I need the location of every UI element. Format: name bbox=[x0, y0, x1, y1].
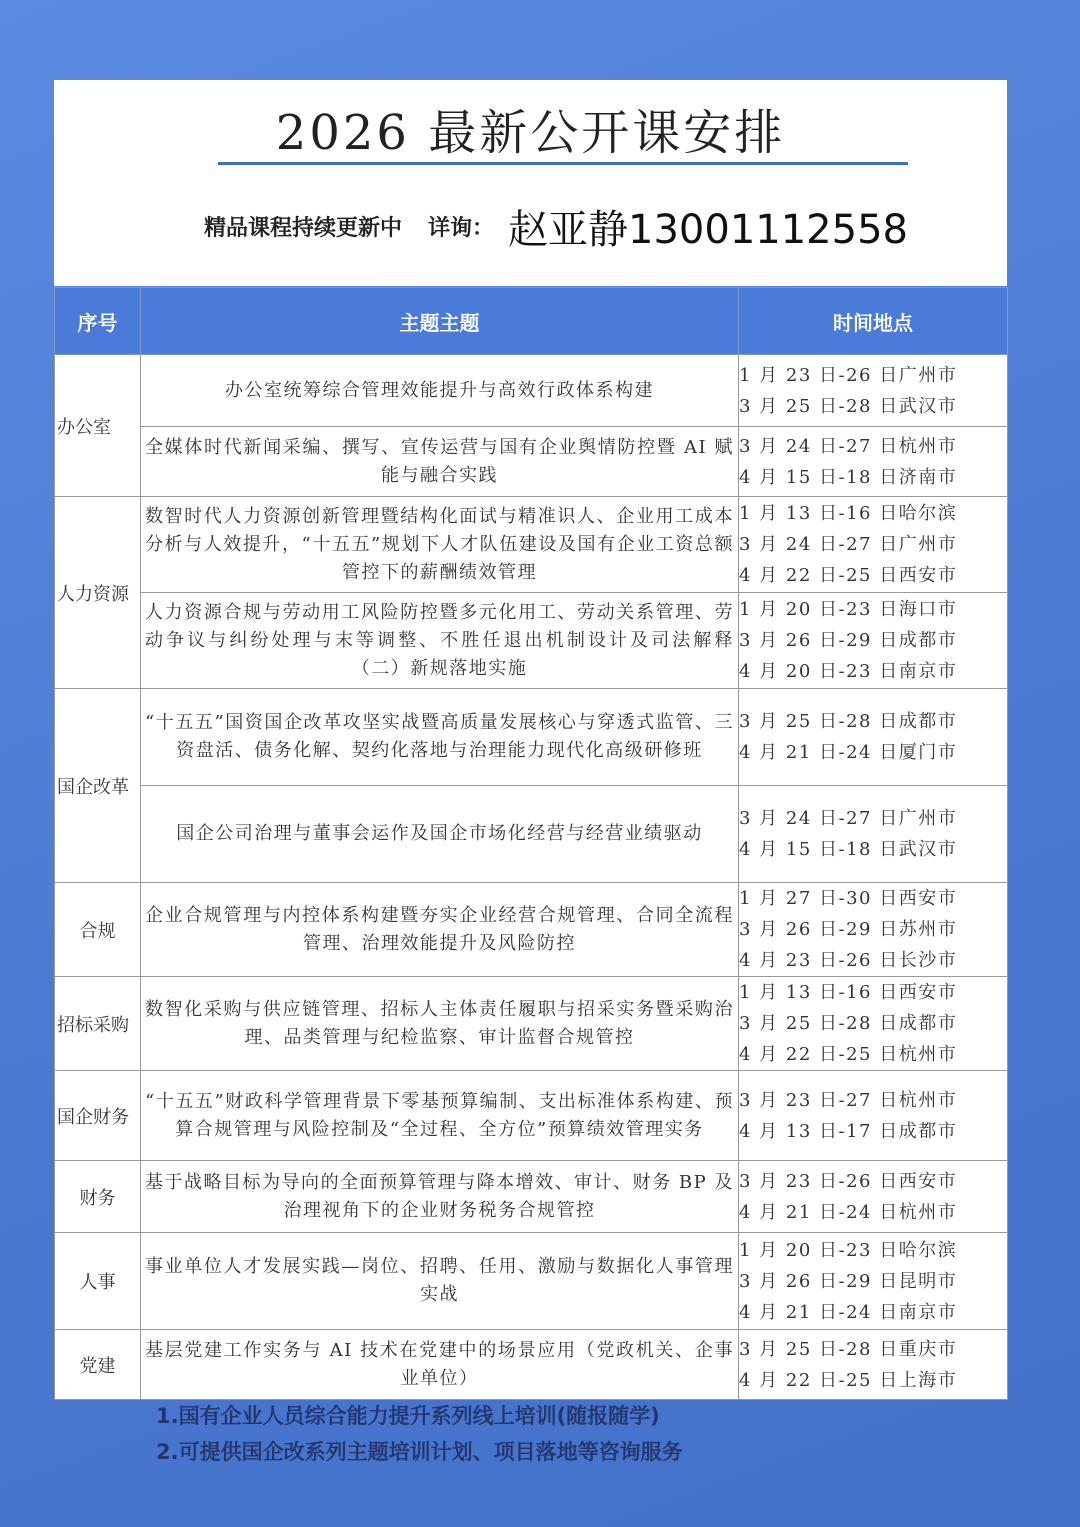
table-row bbox=[55, 1071, 1008, 1161]
dates-cell bbox=[739, 593, 1008, 689]
category-cell: 人事 bbox=[55, 1233, 141, 1330]
course-schedule-table bbox=[54, 287, 1008, 1400]
table-row bbox=[55, 689, 1008, 786]
topic-cell: 事业单位人才发展实践—岗位、招聘、任用、激励与数据化人事管理实战 bbox=[141, 1233, 739, 1330]
category-cell: 国企改革 bbox=[55, 689, 141, 883]
date-entry: 4 月 22 日-25 日上海市 bbox=[739, 1369, 958, 1391]
topic-cell: “十五五”国资国企改革攻坚实战暨高质量发展核心与穿透式监管、三资盘活、债务化解、契约化落地与治理能力现代化高级研修班 bbox=[141, 689, 739, 786]
date-entry: 3 月 23 日-27 日杭州市 bbox=[739, 1089, 958, 1111]
dates-cell bbox=[739, 497, 1008, 593]
topic-cell: 基于战略目标为导向的全面预算管理与降本增效、审计、财务 BP 及治理视角下的企业财务税务合规管控 bbox=[141, 1161, 739, 1233]
footer-note: 2.可提供国企改系列主题培训计划、项目落地等咨询服务 bbox=[156, 1440, 683, 1464]
dates-cell bbox=[739, 1071, 1008, 1161]
table-row bbox=[55, 497, 1008, 593]
dates-cell bbox=[739, 1161, 1008, 1233]
topic-cell: 数智时代人力资源创新管理暨结构化面试与精准识人、企业用工成本分析与人效提升，“十五五”规划下人才队伍建设及国有企业工资总额管控下的薪酬绩效管理 bbox=[141, 497, 739, 593]
date-entry: 1 月 13 日-16 日西安市 bbox=[739, 982, 958, 1003]
topic-cell: 人力资源合规与劳动用工风险防控暨多元化用工、劳动关系管理、劳动争议与纠纷处理与末等调整、不胜任退出机制设计及司法解释（二）新规落地实施 bbox=[141, 593, 739, 689]
date-entry: 4 月 22 日-25 日西安市 bbox=[739, 565, 958, 586]
date-entry: 3 月 25 日-28 日武汉市 bbox=[739, 395, 958, 417]
date-entry: 4 月 15 日-18 日武汉市 bbox=[739, 839, 958, 860]
date-entry: 3 月 24 日-27 日广州市 bbox=[739, 534, 958, 555]
dates-cell bbox=[739, 977, 1008, 1071]
inquiry-label: 详询： bbox=[428, 215, 495, 241]
page-title: 2026 最新公开课安排 bbox=[275, 105, 786, 161]
table-row bbox=[55, 786, 1008, 883]
dates-cell bbox=[739, 883, 1008, 977]
column-header-topic: 主题主题 bbox=[141, 288, 739, 355]
column-header-index: 序号 bbox=[55, 288, 141, 355]
dates-cell bbox=[739, 786, 1008, 883]
table-row bbox=[55, 1233, 1008, 1330]
category-cell: 合规 bbox=[55, 883, 141, 977]
subtitle-text: 精品课程持续更新中 bbox=[204, 215, 403, 241]
footer-notes bbox=[156, 1398, 683, 1470]
table-row bbox=[55, 1330, 1008, 1400]
topic-cell: 数智化采购与供应链管理、招标人主体责任履职与招采实务暨采购治理、品类管理与纪检监察、审计监督合规管控 bbox=[141, 977, 739, 1071]
table-row bbox=[55, 593, 1008, 689]
date-entry: 1 月 20 日-23 日哈尔滨 bbox=[739, 1239, 958, 1261]
dates-cell bbox=[739, 355, 1008, 427]
topic-cell: “十五五”财政科学管理背景下零基预算编制、支出标准体系构建、预算合规管理与风险控制及“全过程、全方位”预算绩效管理实务 bbox=[141, 1071, 739, 1161]
date-entry: 1 月 23 日-26 日广州市 bbox=[739, 364, 958, 386]
topic-cell: 国企公司治理与董事会运作及国企市场化经营与经营业绩驱动 bbox=[141, 786, 739, 883]
table-row bbox=[55, 427, 1008, 497]
title-underline bbox=[218, 162, 908, 165]
header-card bbox=[54, 80, 1007, 286]
category-cell: 招标采购 bbox=[55, 977, 141, 1071]
table-row bbox=[55, 1161, 1008, 1233]
topic-cell: 基层党建工作实务与 AI 技术在党建中的场景应用（党政机关、企事业单位） bbox=[141, 1330, 739, 1400]
date-entry: 3 月 24 日-27 日广州市 bbox=[739, 808, 958, 829]
table-row bbox=[55, 977, 1008, 1071]
date-entry: 4 月 23 日-26 日长沙市 bbox=[739, 950, 958, 971]
topic-cell: 全媒体时代新闻采编、撰写、宣传运营与国有企业舆情防控暨 AI 赋能与融合实践 bbox=[141, 427, 739, 497]
category-cell: 财务 bbox=[55, 1161, 141, 1233]
date-entry: 4 月 21 日-24 日杭州市 bbox=[739, 1201, 958, 1223]
dates-cell bbox=[739, 689, 1008, 786]
category-cell: 办公室 bbox=[55, 355, 141, 497]
date-entry: 1 月 13 日-16 日哈尔滨 bbox=[739, 503, 958, 524]
date-entry: 3 月 24 日-27 日杭州市 bbox=[739, 435, 958, 457]
dates-cell bbox=[739, 1233, 1008, 1330]
date-entry: 3 月 26 日-29 日成都市 bbox=[739, 630, 958, 651]
date-entry: 4 月 22 日-25 日杭州市 bbox=[739, 1044, 958, 1065]
table-row bbox=[55, 883, 1008, 977]
date-entry: 3 月 25 日-28 日重庆市 bbox=[739, 1338, 958, 1360]
date-entry: 3 月 25 日-28 日成都市 bbox=[739, 711, 958, 732]
topic-cell: 企业合规管理与内控体系构建暨夯实企业经营合规管理、合同全流程管理、治理效能提升及风险防控 bbox=[141, 883, 739, 977]
date-entry: 4 月 15 日-18 日济南市 bbox=[739, 466, 958, 488]
category-cell: 党建 bbox=[55, 1330, 141, 1400]
date-entry: 4 月 13 日-17 日成都市 bbox=[739, 1120, 958, 1142]
date-entry: 4 月 21 日-24 日厦门市 bbox=[739, 742, 958, 763]
date-entry: 3 月 26 日-29 日苏州市 bbox=[739, 919, 958, 940]
date-entry: 1 月 27 日-30 日西安市 bbox=[739, 888, 958, 909]
date-entry: 3 月 23 日-26 日西安市 bbox=[739, 1170, 958, 1192]
date-entry: 1 月 20 日-23 日海口市 bbox=[739, 599, 958, 620]
date-entry: 3 月 25 日-28 日成都市 bbox=[739, 1013, 958, 1034]
dates-cell bbox=[739, 427, 1008, 497]
date-entry: 3 月 26 日-29 日昆明市 bbox=[739, 1270, 958, 1292]
date-entry: 4 月 21 日-24 日南京市 bbox=[739, 1301, 958, 1323]
contact-info: 赵亚静13001112558 bbox=[508, 206, 908, 253]
table-header-row bbox=[55, 288, 1008, 355]
table-row bbox=[55, 355, 1008, 427]
column-header-time-place: 时间地点 bbox=[739, 288, 1008, 355]
category-cell: 国企财务 bbox=[55, 1071, 141, 1161]
date-entry: 4 月 20 日-23 日南京市 bbox=[739, 661, 958, 682]
dates-cell bbox=[739, 1330, 1008, 1400]
subtitle-row bbox=[204, 198, 984, 254]
topic-cell: 办公室统筹综合管理效能提升与高效行政体系构建 bbox=[141, 355, 739, 427]
footer-note: 1.国有企业人员综合能力提升系列线上培训(随报随学) bbox=[156, 1404, 660, 1428]
category-cell: 人力资源 bbox=[55, 497, 141, 689]
